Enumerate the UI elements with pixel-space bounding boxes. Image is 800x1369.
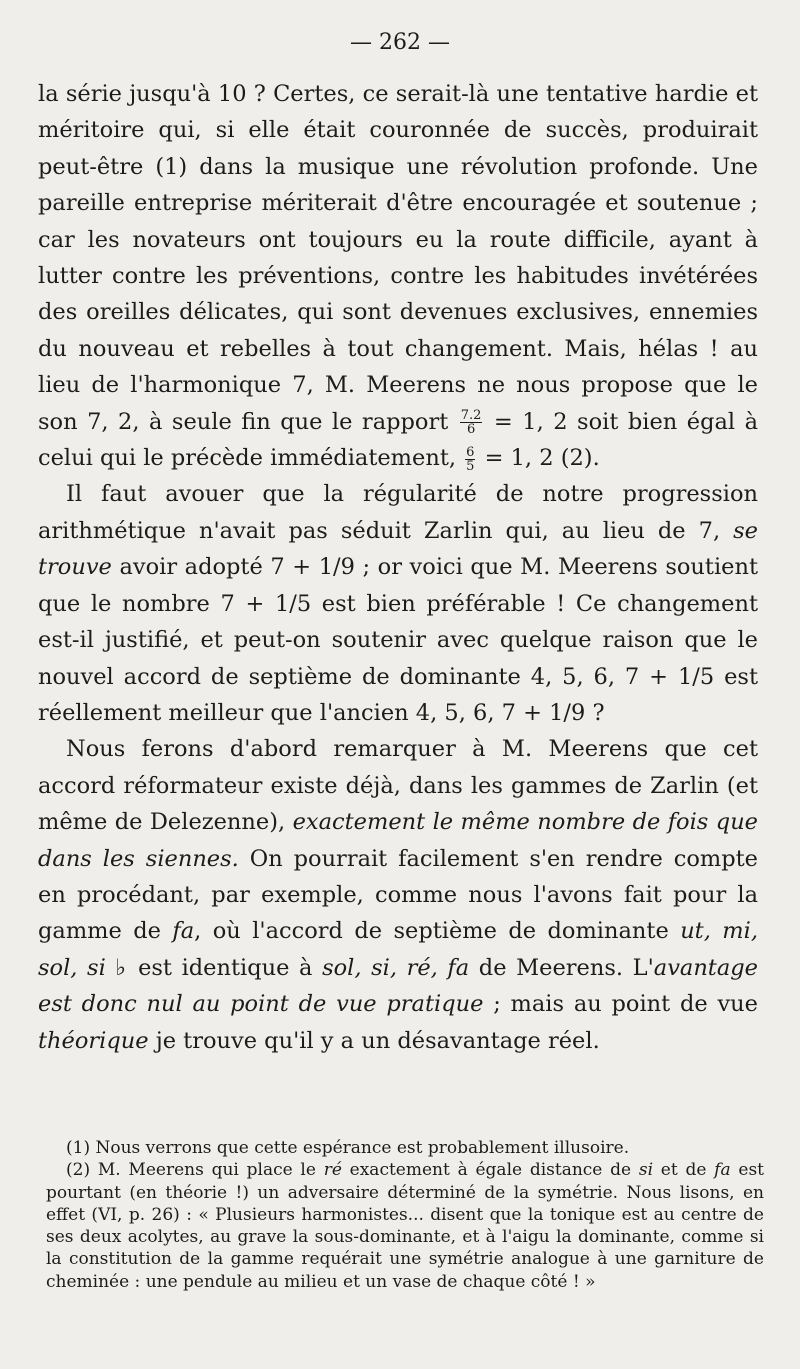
footnote [46,1159,764,1293]
text-run: = 1, 2 soit bien égal à celui qui le précède immédiatement, [38,408,758,472]
text-run: est pourtant (en théorie !) un adversaire déterminé de la symétrie. Nous lisons, en effet (VI, p. 26) : « Plusieurs harmonistes... disent que la tonique est au centre de ses deux acolytes, au grave la sous-dominante, et à l'aigu la dominante, comme si la constitution de la gamme requérait une symétrie analogue à une garniture de cheminée : une pendule au milieu et un vase de chaque côté ! » [46,1160,764,1292]
italic-run: avantage est donc nul au point de vue pratique [38,954,758,1018]
italic-run: fa [172,918,195,945]
text-run: et de [653,1160,715,1181]
text-run: On pourrait facilement s'en rendre compte en procédant, par exemple, comme nous l'avons fait pour la gamme de [38,845,758,945]
italic-run: se trouve [38,517,758,581]
paragraph [38,76,758,476]
text-run: la série jusqu'à 10 ? Certes, ce serait-là une tentative hardie et méritoire qui, si elle était couronnée de succès, produirait peut-être (1) dans la musique une révolution profonde. Une pareille entreprise mériterait d'être encouragée et soutenue ; car les novateurs ont toujours eu la route difficile, ayant à lutter contre les préventions, contre les habitudes invétérées des oreilles délicates, qui sont devenues exclusives, ennemies du nouveau et rebelles à tout changement. Mais, hélas ! au lieu de l'harmonique 7, M. Meerens ne nous propose que le son 7, 2, à seule fin que le rapport [38,81,758,435]
fraction-denominator: 5 [466,458,475,474]
fraction [465,446,475,473]
italic-run: sol, si, ré, fa [322,954,470,981]
text-run: je trouve qu'il y a un désavantage réel. [148,1027,600,1054]
text-run: avoir adopté 7 + 1/9 ; or voici que M. Meerens soutient que le nombre 7 + 1/5 est bien préférable ! Ce changement est-il justifié, et peut-on soutenir avec quelque raison que le nouvel accord de septième de dominante 4, 5, 6, 7 + 1/5 est réellement meilleur que l'ancien 4, 5, 6, 7 + 1/9 ? [38,554,758,726]
text-run: Nous ferons d'abord remarquer à M. Meerens que cet accord réformateur existe déjà, dans les gammes de Zarlin (et même de Delezenne), [38,736,758,836]
italic-run: ut, mi, sol, si [38,918,758,981]
footnote [46,1137,764,1159]
fraction-numerator: 7.2 [460,408,482,424]
text-run: = 1, 2 (2). [477,445,600,472]
body-text [38,76,758,1059]
page-number: — 262 — [350,30,450,55]
fraction [460,409,483,436]
italic-run: exactement le même nombre de fois que dans les siennes. [38,809,758,872]
text-run: , où l'accord de septième de dominante [194,918,681,945]
italic-run: si [638,1160,654,1181]
paragraph [38,731,758,1059]
text-run: (1) Nous verrons que cette espérance est probablement illusoire. [66,1138,630,1158]
fraction-numerator: 6 [466,444,475,460]
fraction-denominator: 6 [466,422,476,438]
text-run: (2) M. Meerens qui place le [66,1160,324,1181]
text-run: exactement à égale distance de [341,1160,639,1181]
text-run: ; mais au point de vue [483,991,758,1018]
italic-run: fa [714,1160,731,1181]
italic-run: théorique [38,1027,149,1054]
text-run: de Meerens. L' [469,954,654,981]
paragraph [38,476,758,731]
italic-run: ré [323,1160,342,1181]
footnotes [46,1137,764,1293]
text-run: ♭ est identique à [105,954,323,981]
text-run: Il faut avouer que la régularité de notre progression arithmétique n'avait pas séduit Zarlin qui, au lieu de 7, [38,481,758,544]
